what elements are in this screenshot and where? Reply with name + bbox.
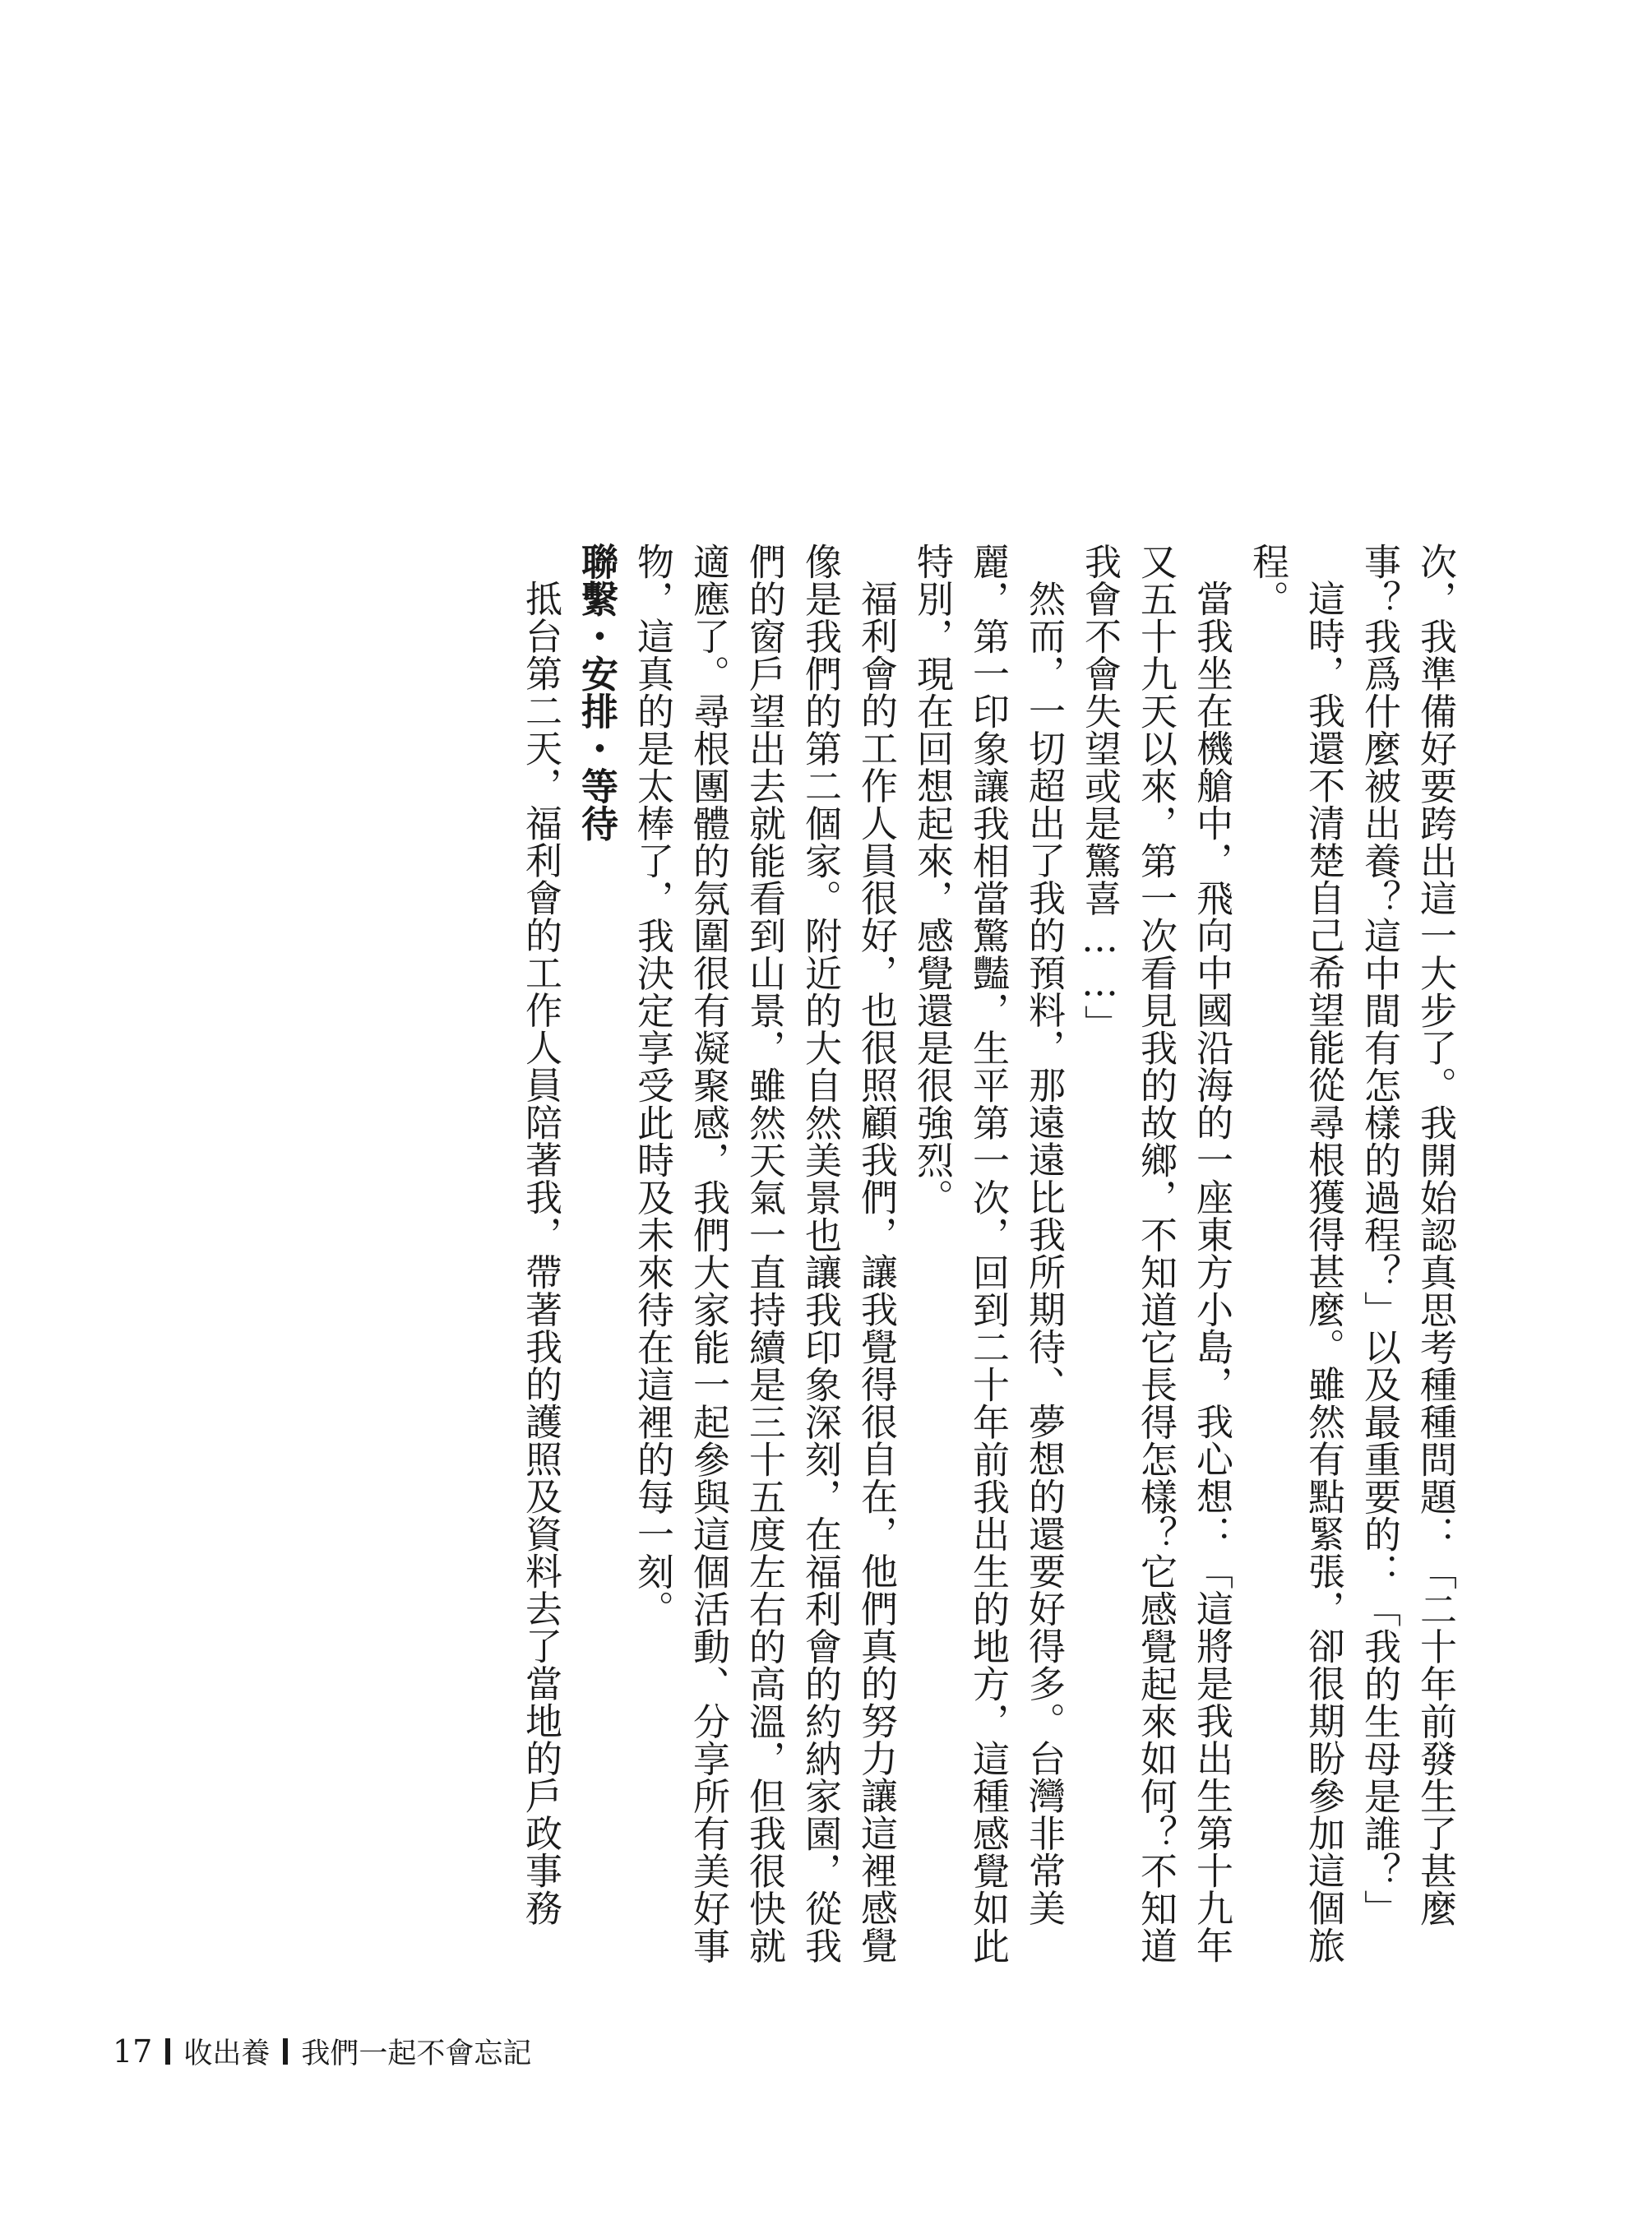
paragraph-2: 這時，我還不清楚自己希望能從尋根獲得甚麼。雖然有點緊張，卻很期盼參加這個旅程。 — [1246, 543, 1345, 1964]
paragraph-6: 抵台第二天，福利會的工作人員陪著我，帶著我的護照及資料去了當地的戶政事務 — [519, 580, 562, 1926]
paragraph-4: 然而，一切超出了我的預料，那遠遠比我所期待、夢想的還要好得多。台灣非常美麗，第一印象讓我相當驚豔，生平第一次，回到二十年前我出生的地方，這種感覺如此特別，現在回想起來，感覺還是很強烈。 — [910, 543, 1066, 1964]
footer-divider — [165, 2038, 170, 2065]
vertical-body-text — [512, 543, 1463, 1998]
paragraph-5: 福利會的工作人員很好，也很照顧我們，讓我覺得很自在，他們真的努力讓這裡感覺像是我們的第二個家。附近的大自然美景也讓我印象深刻，在福利會的約納家園，從我們的窗戶望出去就能看到山景，雖然天氣一直持續是三十五度左右的高溫，但我很快就適應了。尋根團體的氛圍很有凝聚感，我們大家能一起參與這個活動、分享所有美好事物，這真的是太棒了，我決定享受此時及未來待在這裡的每一刻。 — [631, 543, 898, 1964]
footer-divider — [283, 2038, 288, 2065]
footer-book-title: 我們一起不會忘記 — [301, 2037, 532, 2070]
paragraph-3: 當我坐在機艙中，飛向中國沿海的一座東方小島，我心想：「這將是我出生第十九年又五十九天以來，第一次看見我的故鄉，不知道它長得怎樣？它感覺起來如何？不知道我會不會失望或是驚喜……」 — [1078, 543, 1233, 1964]
section-heading: 聯繫・安排・等待 — [575, 543, 618, 842]
footer-section: 收出養 — [183, 2037, 271, 2070]
paragraph-1: 次，我準備好要跨出這一大步了。我開始認真思考種種問題：「二十年前發生了甚麼事？我爲什麼被出養？這中間有怎樣的過程？」以及最重要的：「我的生母是誰？」 — [1358, 543, 1457, 1927]
page-number: 17 — [113, 2033, 153, 2070]
page-footer — [113, 2031, 531, 2072]
